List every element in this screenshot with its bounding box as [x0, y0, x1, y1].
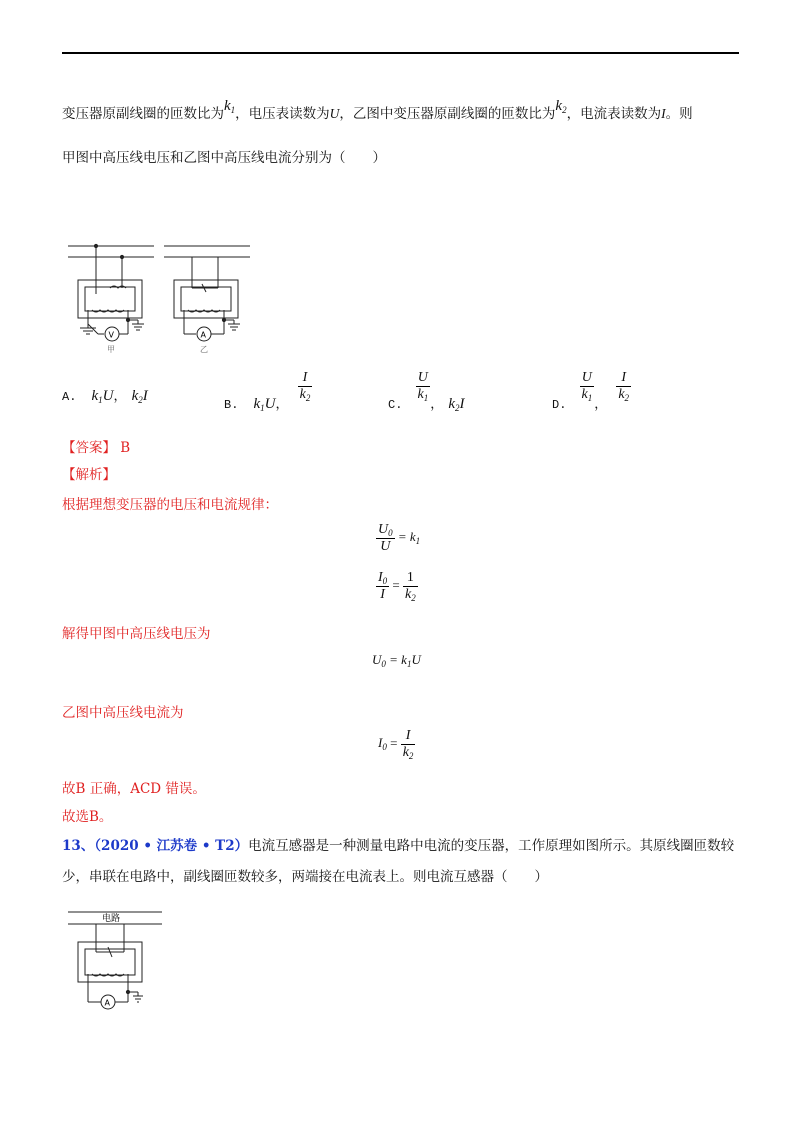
question13-line1: 13、（2020 • 江苏卷 • T2）电流互感器是一种测量电路中电流的变压器，工作原理如图所示。其原线圈匝数较 [62, 838, 735, 854]
question13-line2: 少，串联在电路中，副线圈匝数较多，两端接在电流表上。则电流互感器（ ） [62, 869, 548, 885]
question12-line2: 甲图中高压线电压和乙图中高压线电流分别为（ ） [62, 150, 386, 166]
header-rule [62, 52, 739, 54]
ammeter-icon: A [200, 330, 206, 340]
option-c[interactable]: $_{C.}$ $\frac{U}{k_1}$ $_,$ $k_2I$ [388, 370, 465, 413]
equation-high-voltage: $U_0 = k_1U$ [372, 652, 421, 669]
q12-text: ，电流表读数为 [566, 106, 662, 122]
q12-text: 变压器原副线圈的匝数比为 [62, 106, 224, 122]
ammeter-icon: A [104, 998, 110, 1008]
core-inner-yi [181, 287, 231, 311]
k2-symbol: $k_2$ [555, 98, 567, 115]
answer-line: 【答案】 B [62, 440, 131, 456]
label-yi: 乙 [200, 345, 208, 354]
analysis-current-text: 乙图中高压线电流为 [62, 705, 184, 721]
question12-line1 [62, 98, 693, 125]
analysis-intro: 根据理想变压器的电压和电流规律： [62, 497, 278, 513]
k1-symbol: $k_1$ [224, 98, 236, 115]
option-b[interactable]: $_{B.}$ $k_1U_,$ $\frac{I}{k_2}$ [224, 370, 311, 413]
i-symbol: I [661, 106, 666, 121]
analysis-final: 故选B。 [62, 809, 113, 825]
core-inner-jia [85, 287, 135, 311]
analysis-voltage-text: 解得甲图中高压线电压为 [62, 626, 211, 642]
u-symbol: U [329, 106, 340, 121]
current-transformer-figure-13 [62, 904, 172, 1020]
voltmeter-icon: V [108, 330, 114, 340]
q12-text: 。则 [665, 106, 693, 122]
q12-text: ，乙图中变压器原副线圈的匝数比为 [339, 106, 556, 122]
analysis-conclusion: 故B 正确，ACD 错误。 [62, 781, 206, 797]
equation-current-ratio: $\frac{I_0}{I}$ = $\frac{1}{k_2}$ [378, 570, 416, 603]
option-a[interactable]: A. $k_1U$， $k_2I$ [62, 388, 148, 405]
analysis-label: 【解析】 [62, 467, 116, 483]
option-d[interactable]: $_{D.}$ $\frac{U}{k_1}$ $_,$ $\frac{I}{k_2}$ [552, 370, 630, 412]
equation-high-current: $I_0$ = $\frac{I}{k_2}$ [378, 728, 414, 761]
equation-voltage-ratio: $\frac{U_0}{U}$ = $k_1$ [378, 522, 421, 554]
q12-text: ，电压表读数为 [235, 106, 330, 122]
transformer-figure-12 [62, 236, 282, 358]
label-jia: 甲 [107, 345, 115, 354]
circuit-label: 电路 [102, 914, 121, 924]
